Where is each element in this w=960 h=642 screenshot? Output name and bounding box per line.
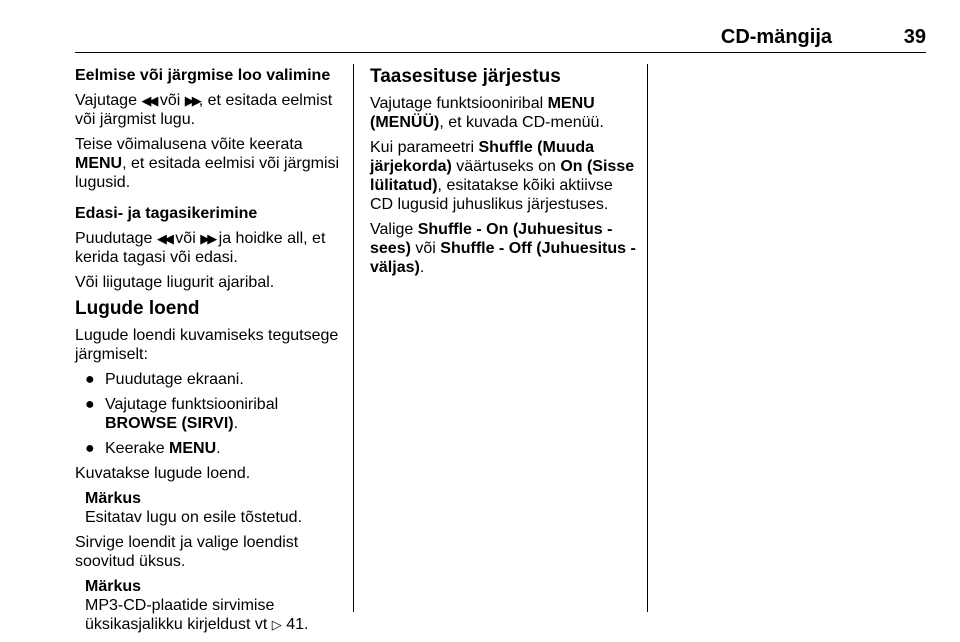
- note-mp3: Märkus MP3-CD-plaatide sirvimise üksikasjalikku kirjeldust vt ▷ 41.: [85, 578, 309, 633]
- section-heading-track-list: Lugude loend: [75, 298, 200, 319]
- page-header: [75, 22, 926, 53]
- list-item: ● Vajutage funktsiooniribal BROWSE (SIRVI).: [85, 396, 279, 432]
- paragraph-menu-turn: Teise võimalusena võite keerata MENU, et esitada eelmisi või järgmisi lugusid.: [75, 136, 340, 191]
- paragraph-menu: Vajutage funktsiooniribal MENU (MENÜÜ), et kuvada CD-menüü.: [370, 95, 604, 131]
- previous-track-icon: ◀◀: [141, 93, 156, 108]
- page-title: CD-mängija: [720, 26, 832, 48]
- section-heading-track-select: Eelmise või järgmise loo valimine: [75, 67, 331, 84]
- previous-track-icon: ◀◀: [156, 231, 171, 246]
- paragraph-browse-list: Sirvige loendit ja valige loendist soovitud üksus.: [75, 534, 299, 570]
- page-reference-arrow-icon: ▷: [271, 617, 282, 632]
- list-item: ● Puudutage ekraani.: [85, 371, 244, 388]
- column-divider-left: [353, 64, 354, 612]
- paragraph-shuffle-select: Valige Shuffle - On (Juhuesitus - sees) või Shuffle - Off (Juhuesitus - väljas).: [370, 221, 636, 276]
- bullet-dot: ●: [85, 396, 95, 413]
- left-column: [75, 66, 345, 640]
- paragraph-track-select: Vajutage ◀◀ või ▶▶, et esitada eelmist või järgmist lugu.: [75, 92, 333, 128]
- section-heading-seek: Edasi- ja tagasikerimine: [75, 205, 258, 222]
- column-divider-right: [647, 64, 648, 612]
- paragraph-seek: Puudutage ◀◀ või ▶▶ ja hoidke all, et kerida tagasi või edasi.: [75, 230, 326, 266]
- page-number: 39: [903, 26, 926, 48]
- note-highlighted: Märkus Esitatav lugu on esile tõstetud.: [85, 490, 303, 526]
- page-reference[interactable]: 41: [286, 616, 304, 633]
- paragraph-track-list-intro: Lugude loendi kuvamiseks tegutsege järgmiselt:: [75, 327, 339, 363]
- paragraph-shuffle: Kui parameetri Shuffle (Muuda järjekorda) väärtuseks on On (Sisse lülitatud), esitatakse kõiki aktiivse CD lugusid juhuslikus järjestuses.: [370, 139, 635, 213]
- bullet-list: [75, 370, 345, 458]
- section-heading-playback-order: Taasesituse järjestus: [370, 66, 561, 87]
- list-item: ● Keerake MENU.: [85, 440, 221, 457]
- next-track-icon: ▶▶: [200, 231, 215, 246]
- bullet-dot: ●: [85, 371, 95, 388]
- middle-column: [370, 66, 640, 283]
- next-track-icon: ▶▶: [184, 93, 199, 108]
- bullet-dot: ●: [85, 440, 95, 457]
- paragraph-slider: Või liigutage liugurit ajaribal.: [75, 274, 275, 291]
- paragraph-list-shown: Kuvatakse lugude loend.: [75, 465, 251, 482]
